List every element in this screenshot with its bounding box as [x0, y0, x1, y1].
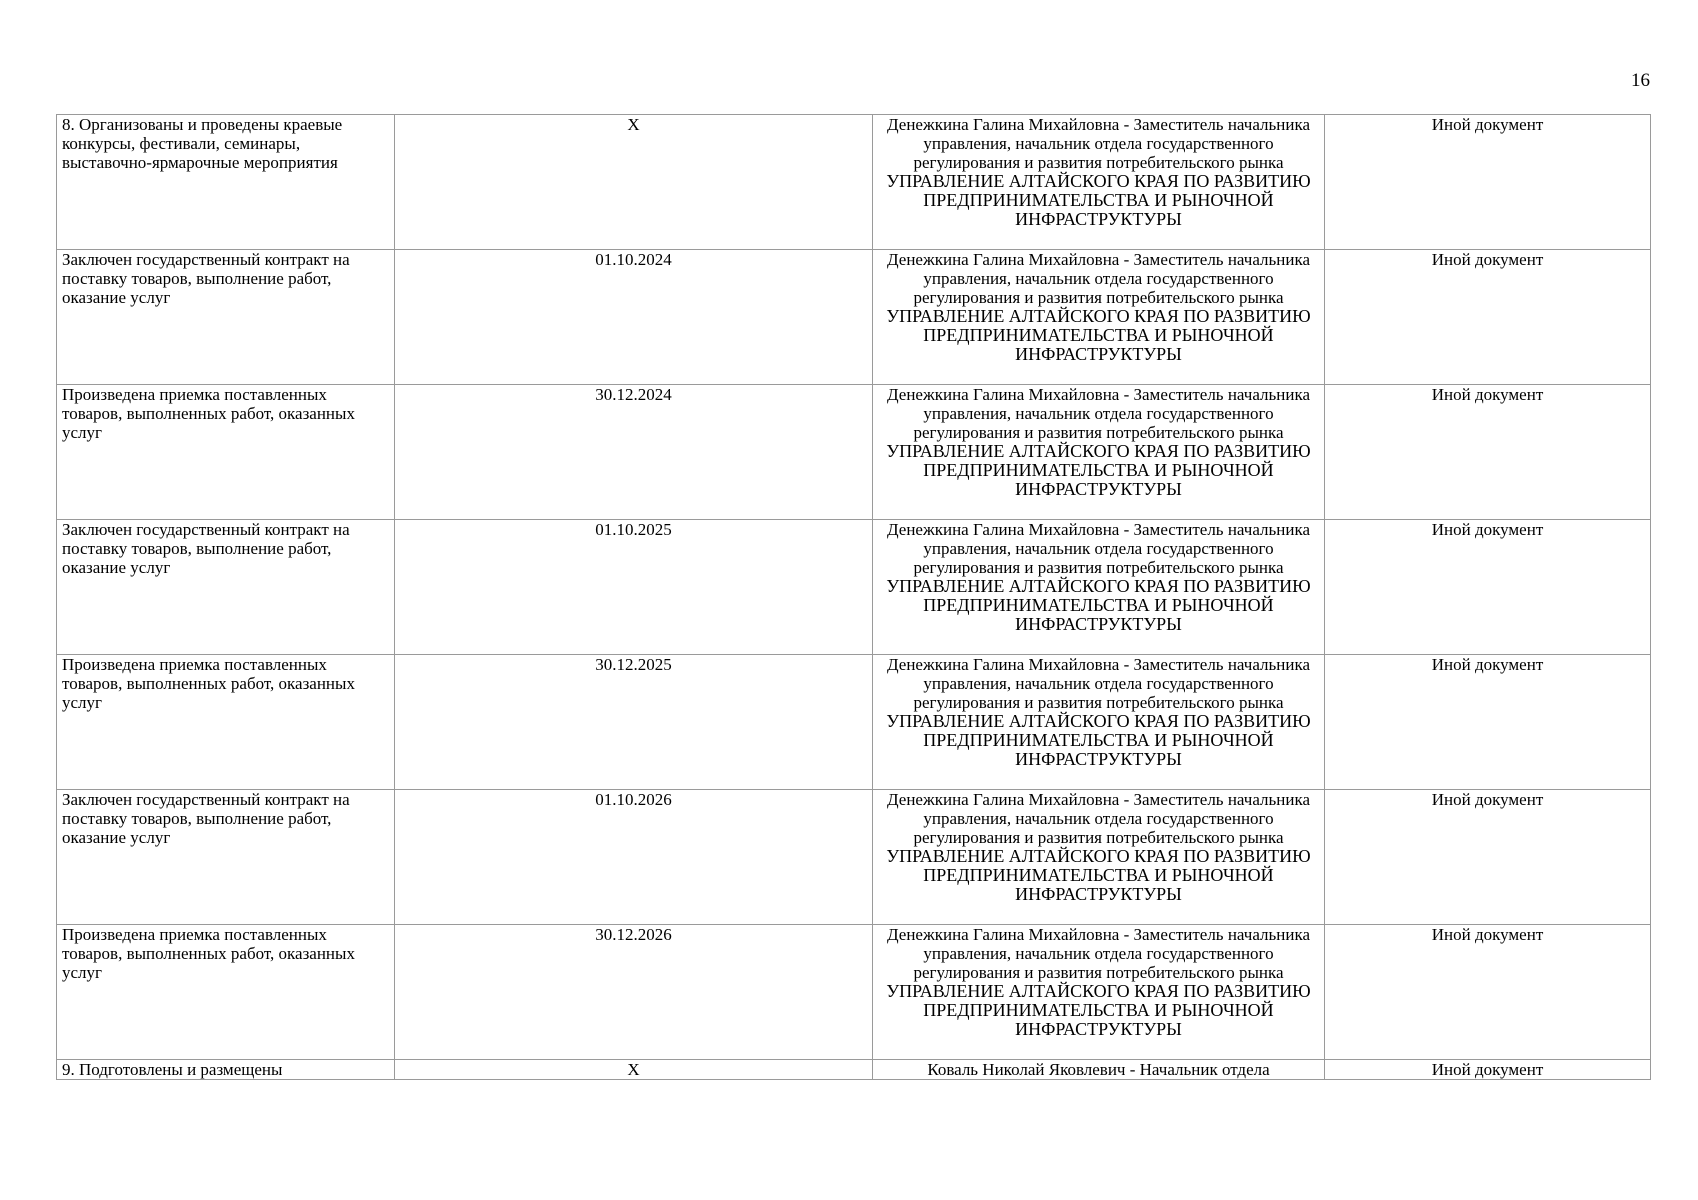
control-events-table — [56, 114, 1651, 1080]
responsible-person: Денежкина Галина Михайловна - Заместитель начальника управления, начальник отдела государственного регулирования и развития потребительского рынка — [886, 790, 1311, 847]
document-type-cell: Иной документ — [1325, 655, 1651, 790]
responsible-cell — [873, 115, 1325, 250]
responsible-person: Денежкина Галина Михайловна - Заместитель начальника управления, начальник отдела государственного регулирования и развития потребительского рынка — [886, 520, 1311, 577]
table-row — [57, 655, 1651, 790]
event-cell: 9. Подготовлены и размещены — [57, 1060, 395, 1080]
date-cell: X — [395, 115, 873, 250]
date-cell: 30.12.2024 — [395, 385, 873, 520]
date-cell: 01.10.2025 — [395, 520, 873, 655]
responsible-cell — [873, 520, 1325, 655]
event-cell: 8. Организованы и проведены краевые конкурсы, фестивали, семинары, выставочно-ярмарочные мероприятия — [57, 115, 395, 250]
event-cell: Заключен государственный контракт на поставку товаров, выполнение работ, оказание услуг — [57, 790, 395, 925]
document-type-cell: Иной документ — [1325, 385, 1651, 520]
responsible-person: Денежкина Галина Михайловна - Заместитель начальника управления, начальник отдела государственного регулирования и развития потребительского рынка — [886, 385, 1311, 442]
responsible-cell — [873, 655, 1325, 790]
responsible-organization: УПРАВЛЕНИЕ АЛТАЙСКОГО КРАЯ ПО РАЗВИТИЮ ПРЕДПРИНИМАТЕЛЬСТВА И РЫНОЧНОЙ ИНФРАСТРУКТУРЫ — [886, 981, 1311, 1039]
responsible-person: Денежкина Галина Михайловна - Заместитель начальника управления, начальник отдела государственного регулирования и развития потребительского рынка — [886, 250, 1311, 307]
table-row — [57, 250, 1651, 385]
responsible-person: Коваль Николай Яковлевич - Начальник отдела — [927, 1060, 1270, 1079]
responsible-organization: УПРАВЛЕНИЕ АЛТАЙСКОГО КРАЯ ПО РАЗВИТИЮ ПРЕДПРИНИМАТЕЛЬСТВА И РЫНОЧНОЙ ИНФРАСТРУКТУРЫ — [886, 306, 1311, 364]
table-row — [57, 790, 1651, 925]
responsible-cell — [873, 250, 1325, 385]
page-number: 16 — [1631, 70, 1650, 91]
event-cell: Произведена приемка поставленных товаров, выполненных работ, оказанных услуг — [57, 385, 395, 520]
event-cell: Заключен государственный контракт на поставку товаров, выполнение работ, оказание услуг — [57, 520, 395, 655]
document-type-cell: Иной документ — [1325, 925, 1651, 1060]
date-cell: X — [395, 1060, 873, 1080]
responsible-person: Денежкина Галина Михайловна - Заместитель начальника управления, начальник отдела государственного регулирования и развития потребительского рынка — [886, 655, 1311, 712]
responsible-cell — [873, 925, 1325, 1060]
responsible-cell — [873, 1060, 1325, 1080]
responsible-organization: УПРАВЛЕНИЕ АЛТАЙСКОГО КРАЯ ПО РАЗВИТИЮ ПРЕДПРИНИМАТЕЛЬСТВА И РЫНОЧНОЙ ИНФРАСТРУКТУРЫ — [886, 846, 1311, 904]
responsible-organization: УПРАВЛЕНИЕ АЛТАЙСКОГО КРАЯ ПО РАЗВИТИЮ ПРЕДПРИНИМАТЕЛЬСТВА И РЫНОЧНОЙ ИНФРАСТРУКТУРЫ — [886, 441, 1311, 499]
responsible-cell — [873, 385, 1325, 520]
event-cell: Заключен государственный контракт на поставку товаров, выполнение работ, оказание услуг — [57, 250, 395, 385]
document-type-cell: Иной документ — [1325, 520, 1651, 655]
document-type-cell: Иной документ — [1325, 115, 1651, 250]
document-type-cell: Иной документ — [1325, 790, 1651, 925]
date-cell: 01.10.2026 — [395, 790, 873, 925]
event-cell: Произведена приемка поставленных товаров, выполненных работ, оказанных услуг — [57, 925, 395, 1060]
date-cell: 30.12.2026 — [395, 925, 873, 1060]
table-row — [57, 115, 1651, 250]
responsible-organization: УПРАВЛЕНИЕ АЛТАЙСКОГО КРАЯ ПО РАЗВИТИЮ ПРЕДПРИНИМАТЕЛЬСТВА И РЫНОЧНОЙ ИНФРАСТРУКТУРЫ — [886, 711, 1311, 769]
table-row — [57, 1060, 1651, 1080]
table-row — [57, 385, 1651, 520]
responsible-organization: УПРАВЛЕНИЕ АЛТАЙСКОГО КРАЯ ПО РАЗВИТИЮ ПРЕДПРИНИМАТЕЛЬСТВА И РЫНОЧНОЙ ИНФРАСТРУКТУРЫ — [886, 171, 1311, 229]
responsible-person: Денежкина Галина Михайловна - Заместитель начальника управления, начальник отдела государственного регулирования и развития потребительского рынка — [886, 115, 1311, 172]
responsible-person: Денежкина Галина Михайловна - Заместитель начальника управления, начальник отдела государственного регулирования и развития потребительского рынка — [886, 925, 1311, 982]
responsible-organization: УПРАВЛЕНИЕ АЛТАЙСКОГО КРАЯ ПО РАЗВИТИЮ ПРЕДПРИНИМАТЕЛЬСТВА И РЫНОЧНОЙ ИНФРАСТРУКТУРЫ — [886, 576, 1311, 634]
document-type-cell: Иной документ — [1325, 250, 1651, 385]
responsible-cell — [873, 790, 1325, 925]
date-cell: 01.10.2024 — [395, 250, 873, 385]
document-type-cell: Иной документ — [1325, 1060, 1651, 1080]
event-cell: Произведена приемка поставленных товаров, выполненных работ, оказанных услуг — [57, 655, 395, 790]
table-row — [57, 925, 1651, 1060]
table-row — [57, 520, 1651, 655]
date-cell: 30.12.2025 — [395, 655, 873, 790]
